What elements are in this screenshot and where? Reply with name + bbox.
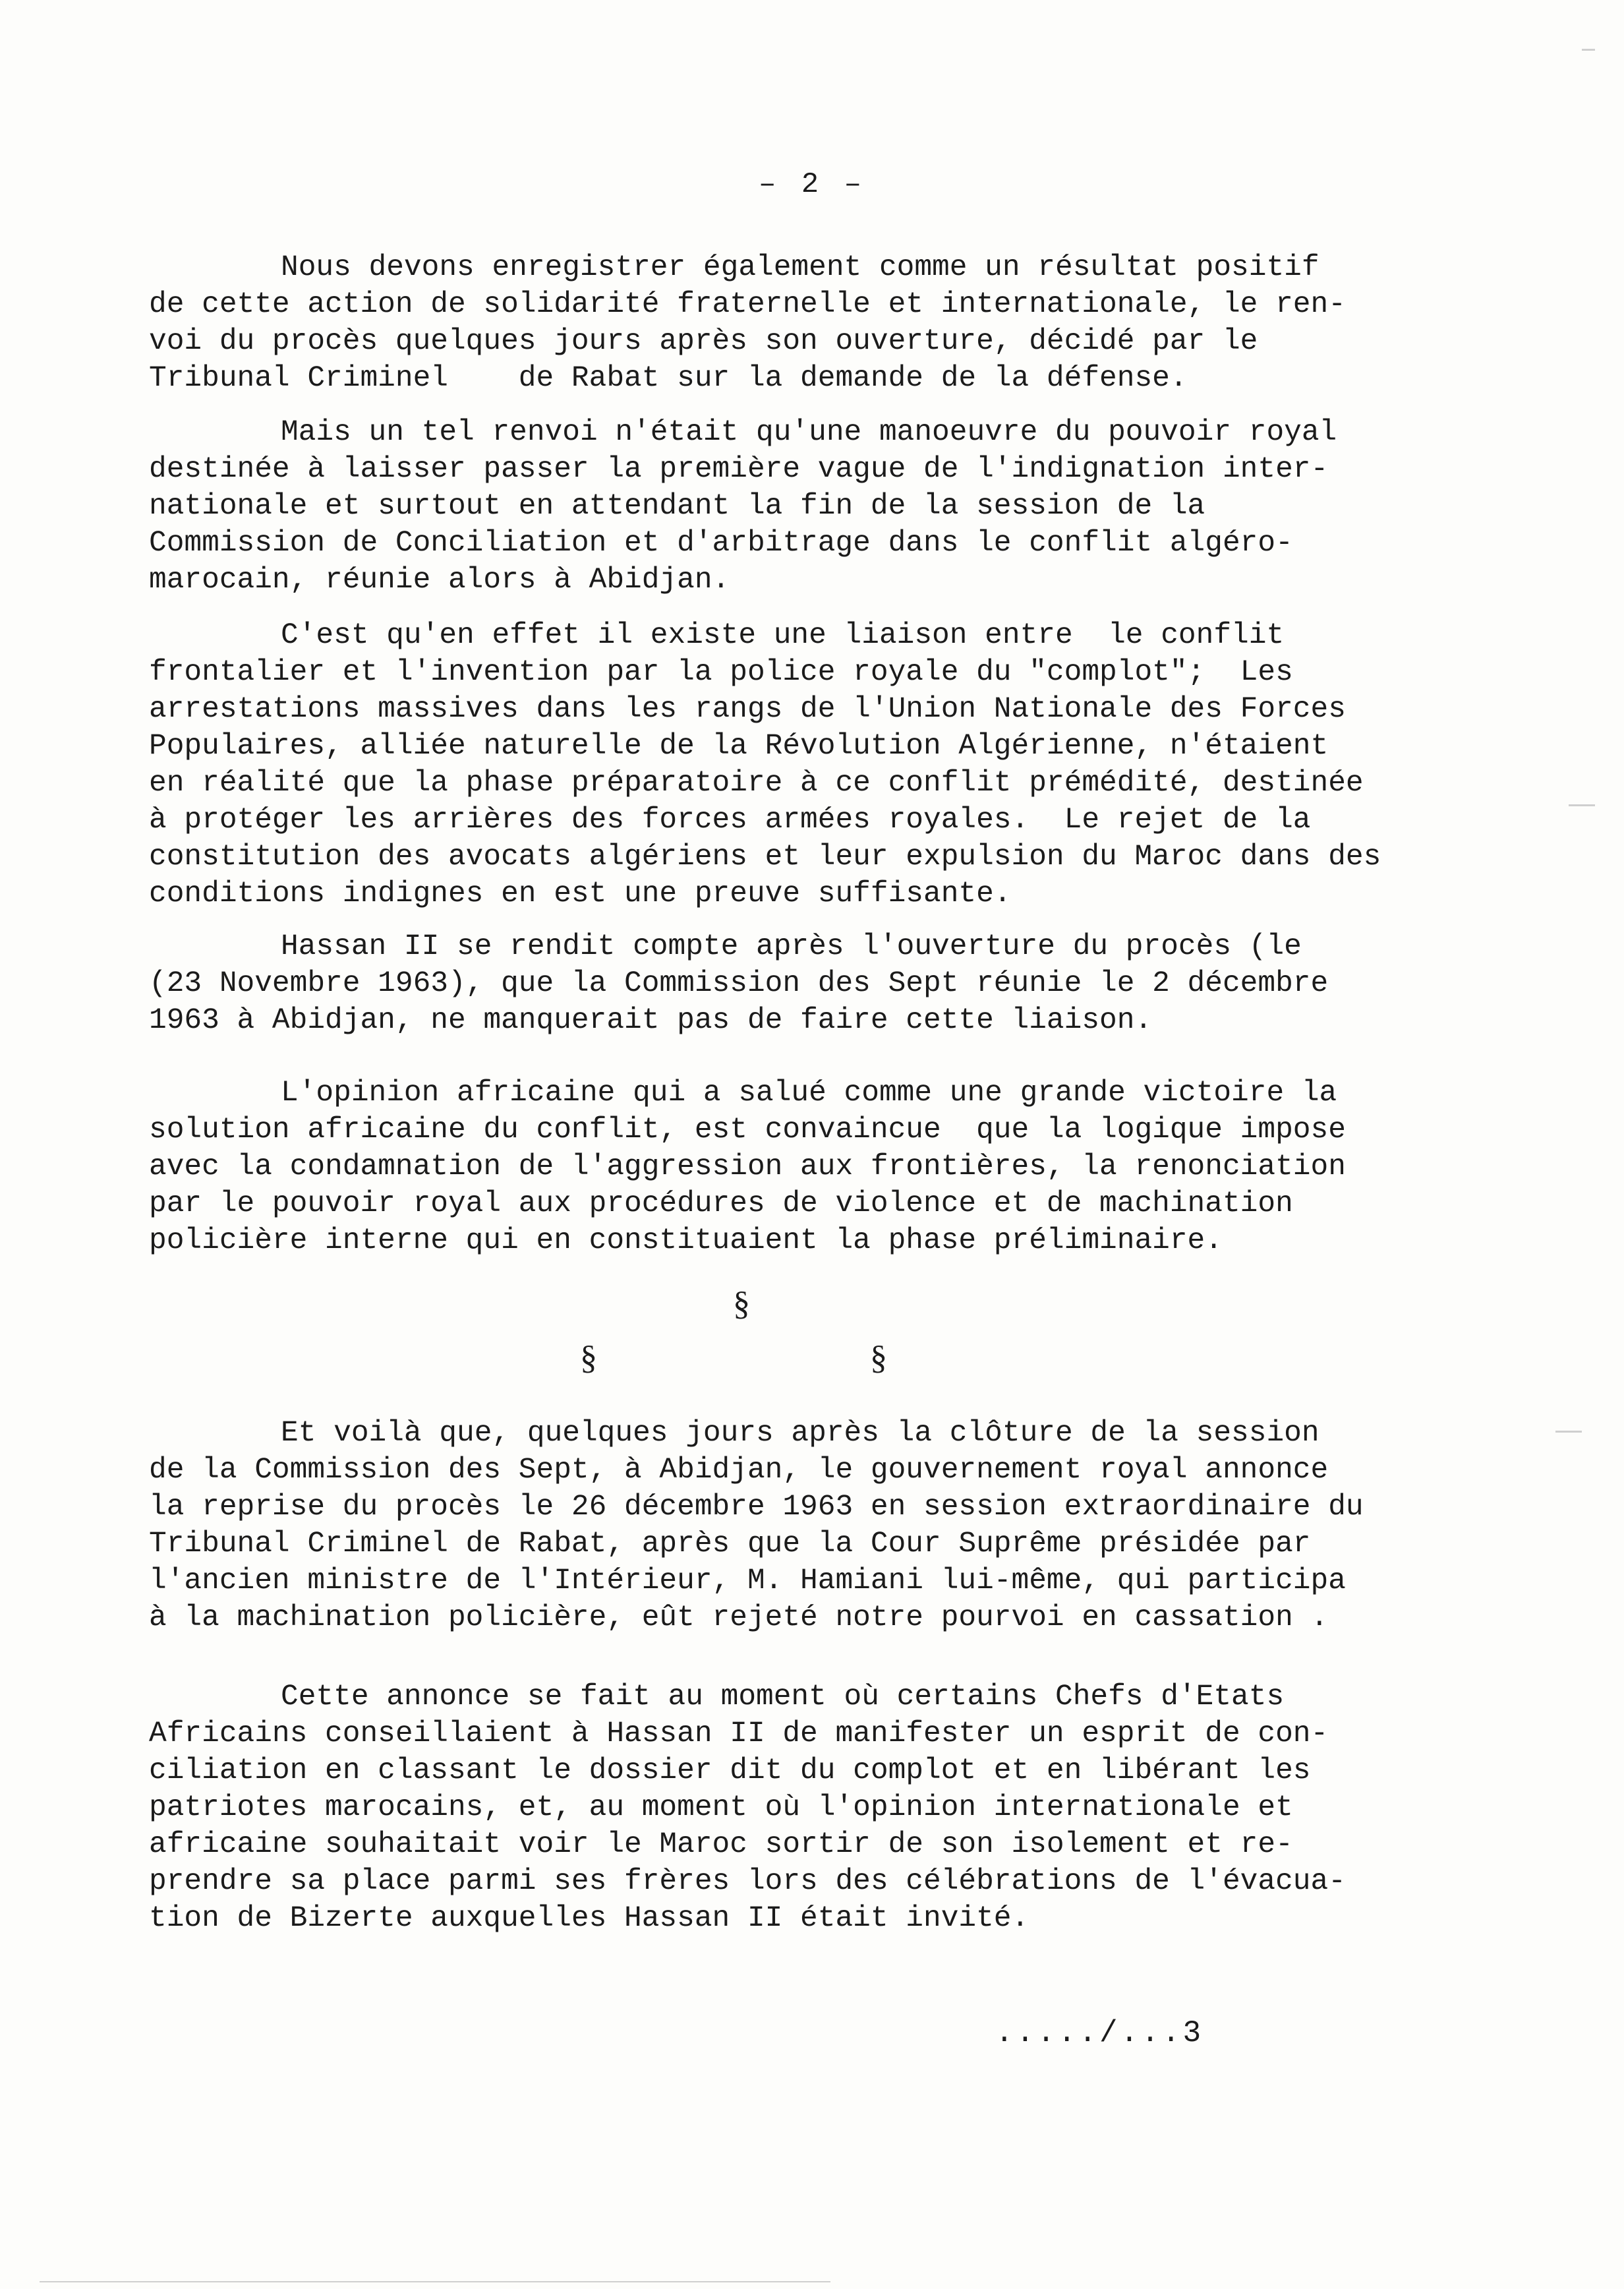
paragraph-line: conditions indignes en est une preuve suffisante.	[149, 877, 1012, 910]
section-sign: §	[870, 1339, 887, 1377]
section-sign: §	[580, 1339, 597, 1377]
paragraph-line: la reprise du procès le 26 décembre 1963 en session extraordinaire du	[149, 1491, 1364, 1524]
paragraph-7	[149, 1679, 1533, 1937]
paragraph-line: arrestations massives dans les rangs de l'Union Nationale des Forces	[149, 693, 1346, 726]
paragraph-line: (23 Novembre 1963), que la Commission des Sept réunie le 2 décembre	[149, 967, 1329, 1000]
paragraph-line: solution africaine du conflit, est convaincue que la logique impose	[149, 1114, 1346, 1146]
paragraph-line: frontalier et l'invention par la police royale du "complot"; Les	[149, 656, 1293, 689]
scan-mark	[1569, 804, 1595, 806]
paragraph-line: Populaires, alliée naturelle de la Révolution Algérienne, n'étaient	[149, 730, 1329, 763]
paragraph-line: Commission de Conciliation et d'arbitrage dans le conflit algéro-	[149, 527, 1293, 560]
paragraph-line: Et voilà que, quelques jours après la clôture de la session	[281, 1417, 1320, 1450]
paragraph-line: de cette action de solidarité fraternelle et internationale, le ren-	[149, 288, 1346, 321]
paragraph-6	[149, 1415, 1533, 1636]
paragraph-line: tion de Bizerte auxquelles Hassan II était invité.	[149, 1902, 1030, 1935]
paragraph-3	[149, 617, 1533, 912]
paragraph-line: Hassan II se rendit compte après l'ouverture du procès (le	[281, 930, 1302, 963]
paragraph-line: de la Commission des Sept, à Abidjan, le gouvernement royal annonce	[149, 1454, 1329, 1487]
paragraph-line: Tribunal Criminel de Rabat, après que la Cour Suprême présidée par	[149, 1528, 1311, 1561]
paragraph-line: l'ancien ministre de l'Intérieur, M. Hamiani lui-même, qui participa	[149, 1564, 1346, 1597]
paragraph-line: constitution des avocats algériens et leur expulsion du Maroc dans des	[149, 841, 1381, 874]
page-number: – 2 –	[758, 168, 866, 201]
paragraph-line: policière interne qui en constituaient la phase préliminaire.	[149, 1224, 1223, 1257]
paragraph-line: Cette annonce se fait au moment où certains Chefs d'Etats	[281, 1680, 1285, 1713]
paragraph-line: avec la condamnation de l'aggression aux frontières, la renonciation	[149, 1150, 1346, 1183]
paragraph-line: marocain, réunie alors à Abidjan.	[149, 564, 730, 597]
paragraph-line: 1963 à Abidjan, ne manquerait pas de faire cette liaison.	[149, 1004, 1153, 1037]
section-sign: §	[733, 1285, 750, 1323]
paragraph-line: à protéger les arrières des forces armées royales. Le rejet de la	[149, 804, 1311, 837]
paragraph-2	[149, 414, 1533, 599]
paragraph-line: en réalité que la phase préparatoire à ce conflit prémédité, destinée	[149, 767, 1364, 800]
paragraph-line: ciliation en classant le dossier dit du complot et en libérant les	[149, 1754, 1311, 1787]
paragraph-line: Africains conseillaient à Hassan II de manifester un esprit de con-	[149, 1717, 1329, 1750]
paragraph-line: par le pouvoir royal aux procédures de violence et de machination	[149, 1187, 1293, 1220]
paragraph-line: Nous devons enregistrer également comme un résultat positif	[281, 251, 1320, 284]
scan-mark	[40, 2281, 830, 2282]
paragraph-line: nationale et surtout en attendant la fin de la session de la	[149, 490, 1205, 523]
paragraph-line: voi du procès quelques jours après son ouverture, décidé par le	[149, 325, 1258, 358]
paragraph-4	[149, 928, 1533, 1039]
paragraph-line: Mais un tel renvoi n'était qu'une manoeuvre du pouvoir royal	[281, 416, 1337, 449]
paragraph-1	[149, 249, 1533, 397]
scan-mark	[1582, 49, 1595, 51]
paragraph-line: à la machination policière, eût rejeté notre pourvoi en cassation .	[149, 1601, 1329, 1634]
paragraph-line: L'opinion africaine qui a salué comme une grande victoire la	[281, 1077, 1337, 1110]
paragraph-line: C'est qu'en effet il existe une liaison entre le conflit	[281, 619, 1285, 652]
continuation-mark: ...../...3	[995, 2016, 1204, 2050]
paragraph-line: patriotes marocains, et, au moment où l'opinion internationale et	[149, 1791, 1293, 1824]
scan-mark	[1555, 1431, 1582, 1433]
paragraph-5	[149, 1075, 1533, 1259]
paragraph-line: africaine souhaitait voir le Maroc sortir de son isolement et re-	[149, 1828, 1293, 1861]
paragraph-line: Tribunal Criminel de Rabat sur la demande de la défense.	[149, 362, 1188, 395]
paragraph-line: destinée à laisser passer la première vague de l'indignation inter-	[149, 453, 1329, 486]
paragraph-line: prendre sa place parmi ses frères lors des célébrations de l'évacua-	[149, 1865, 1346, 1898]
